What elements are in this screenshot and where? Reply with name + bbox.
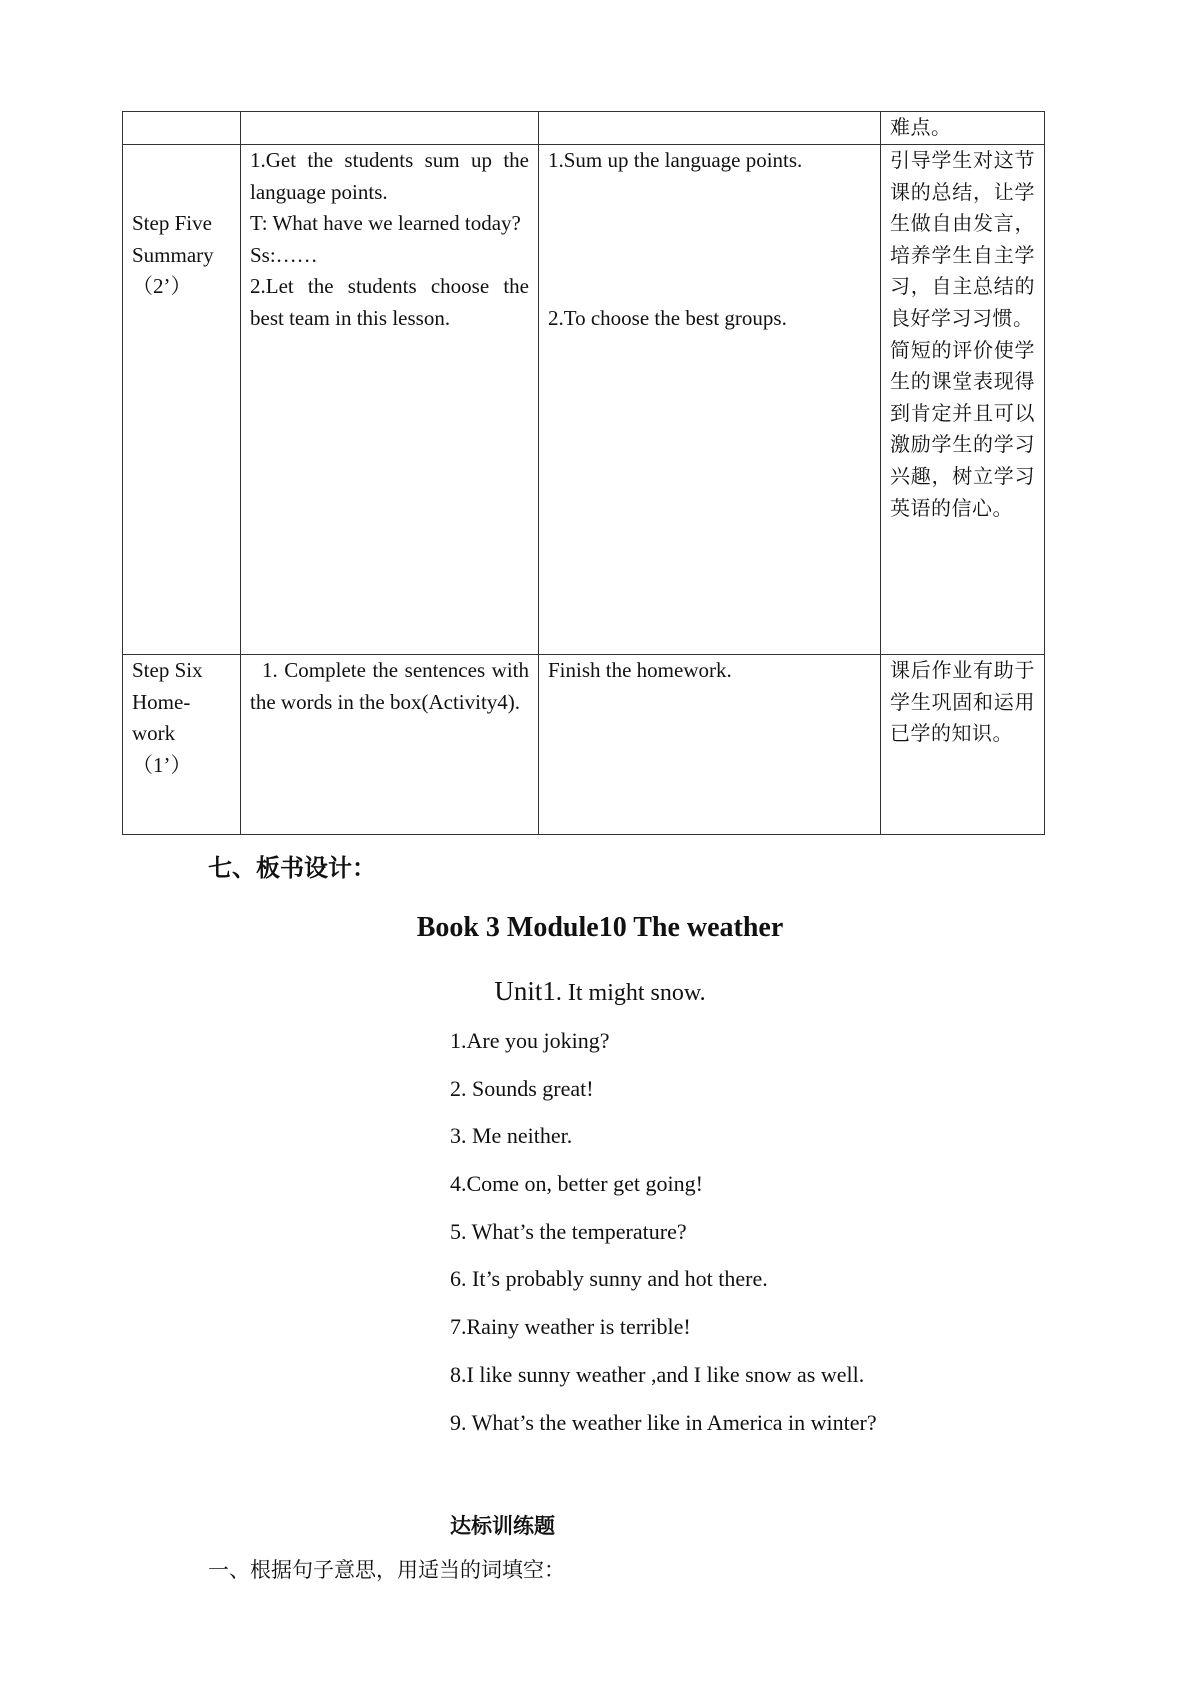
unit-label: Unit1: [494, 976, 556, 1006]
purpose-text: 引导学生对这节课的总结，让学生做自由发言，培养学生自主学习，自主总结的良好学习习惯。: [890, 148, 1035, 330]
exercise-title: 达标训练题: [450, 1514, 555, 1538]
teacher-activity-cell: [241, 145, 539, 655]
step-cell: [123, 112, 241, 145]
table-row: [123, 112, 1045, 145]
list-item: 8.I like sunny weather ,and I like snow as well.: [450, 1361, 865, 1387]
section-title-text: 七、板书设计：: [208, 854, 376, 882]
list-item: 7.Rainy weather is terrible!: [450, 1314, 691, 1340]
step-label: Summary: [132, 242, 214, 267]
teacher-line: T: What have we learned today?: [250, 211, 521, 236]
table-row: [123, 655, 1045, 835]
student-activity-cell: Finish the homework.: [539, 655, 881, 835]
student-line: 1.Sum up the language points.: [548, 148, 803, 172]
section-title: [208, 848, 376, 883]
lesson-plan-table: [122, 111, 1045, 835]
language-points-list: [450, 1026, 877, 1455]
unit-title: . It might snow.: [555, 980, 706, 1006]
list-item: 1.Are you joking?: [450, 1028, 610, 1053]
student-activity-cell: [539, 112, 881, 145]
step-cell: [123, 145, 241, 655]
purpose-cell: 难点。: [881, 112, 1045, 145]
step-label: Home-: [132, 689, 191, 714]
purpose-cell: [881, 145, 1045, 655]
student-line: 2.To choose the best groups.: [548, 305, 787, 330]
step-duration: （1’）: [132, 752, 192, 777]
step-cell: [123, 655, 241, 835]
list-item: 6. It’s probably sunny and hot there.: [450, 1266, 768, 1292]
step-label: work: [132, 721, 176, 746]
list-item: 9. What’s the weather like in America in winter?: [450, 1409, 877, 1435]
step-name: Step Six: [132, 658, 203, 682]
list-item: 3. Me neither.: [450, 1123, 573, 1149]
purpose-text: 简短的评价使学生的课堂表现得到肯定并且可以激励学生的学习兴趣，树立学习英语的信心。: [890, 337, 1035, 520]
list-item: 5. What’s the temperature?: [450, 1218, 687, 1244]
list-item: 4.Come on, better get going!: [450, 1171, 703, 1197]
teacher-line: Ss:……: [250, 242, 318, 267]
teacher-activity-cell: 1. Complete the sentences with the words in the box(Activity4).: [241, 655, 539, 835]
question-heading: 一、根据句子意思，用适当的词填空：: [208, 1558, 565, 1582]
student-activity-cell: [539, 145, 881, 655]
teacher-line: 2.Let the students choose the best team in this lesson.: [250, 274, 529, 330]
teacher-line: 1.Get the students sum up the language points.: [250, 148, 529, 204]
list-item: 2. Sounds great!: [450, 1075, 594, 1101]
table-row: [123, 145, 1045, 655]
step-name: Step Five: [132, 211, 212, 235]
board-title: Book 3 Module10 The weather: [416, 912, 784, 943]
step-duration: （2’）: [132, 274, 192, 299]
purpose-cell: 课后作业有助于学生巩固和运用已学的知识。: [881, 655, 1045, 835]
teacher-activity-cell: [241, 112, 539, 145]
board-subtitle: [0, 976, 1200, 1007]
